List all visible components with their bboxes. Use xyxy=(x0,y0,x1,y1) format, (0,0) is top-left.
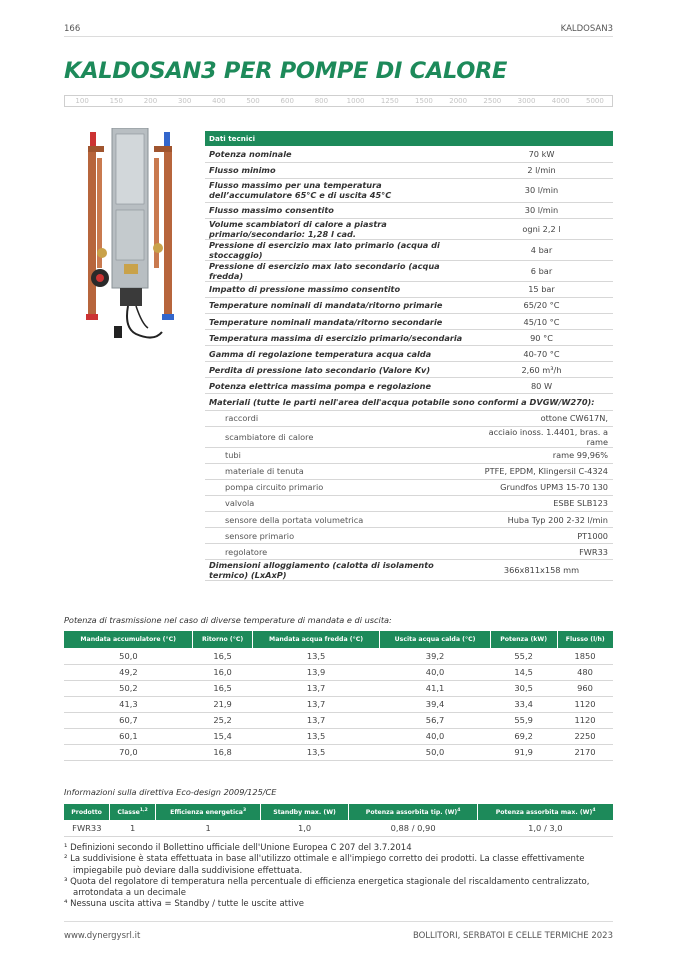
eco-header-text: Potenza assorbita max. (W) xyxy=(495,809,593,817)
dimensions-row xyxy=(205,560,613,581)
scale-tick: 1250 xyxy=(380,97,399,105)
tech-value: 40-70 °C xyxy=(470,346,613,362)
power-column-header: Mandata accumulatore (°C) xyxy=(64,631,193,648)
material-value: PT1000 xyxy=(470,528,613,544)
power-cell: 69,2 xyxy=(490,728,557,744)
power-cell: 50,0 xyxy=(64,648,193,664)
material-value: Grundfos UPM3 15-70 130 xyxy=(470,479,613,495)
tech-value: 30 l/min xyxy=(470,202,613,218)
eco-column-header xyxy=(110,804,156,820)
tech-value: 2 l/min xyxy=(470,162,613,178)
eco-column-header xyxy=(156,804,261,820)
power-cell: 2250 xyxy=(557,728,613,744)
material-label: sensore della portata volumetrica xyxy=(205,512,470,528)
dimensions-value: 366x811x158 mm xyxy=(470,560,613,581)
kaldosan3-product-image xyxy=(84,128,176,350)
power-cell: 41,1 xyxy=(380,680,490,696)
power-header-row xyxy=(64,631,613,648)
scale-tick: 2000 xyxy=(449,97,468,105)
footnote: ³ Quota del regolatore di temperatura nella percentuale di efficienza energetica stagionale del riscaldamento centralizzato, arrotondata a un decimale xyxy=(64,876,590,899)
tech-row xyxy=(205,239,613,260)
power-column-header: Mandata acqua fredda (°C) xyxy=(252,631,379,648)
tech-row xyxy=(205,218,613,239)
material-label: valvola xyxy=(205,495,470,511)
power-cell: 70,0 xyxy=(64,744,193,760)
power-cell: 21,9 xyxy=(193,696,253,712)
tech-label: Gamma di regolazione temperatura acqua calda xyxy=(205,346,470,362)
power-cell: 91,9 xyxy=(490,744,557,760)
dimensions-label: Dimensioni alloggiamento (calotta di isolamento termico) (LxAxP) xyxy=(205,560,470,581)
power-cell: 13,9 xyxy=(252,664,379,680)
tech-label: Flusso massimo per una temperatura dell’accumulatore 65°C e di uscita 45°C xyxy=(205,178,470,202)
tech-header-row xyxy=(205,131,613,146)
tech-label: Volume scambiatori di calore a piastra primario/secondario: 1,28 l cad. xyxy=(205,218,470,239)
power-cell: 41,3 xyxy=(64,696,193,712)
material-value: acciaio inoss. 1.4401, bras. a rame xyxy=(470,426,613,447)
material-row xyxy=(205,479,613,495)
tech-value: 80 W xyxy=(470,378,613,394)
eco-header-text: Prodotto xyxy=(71,808,102,816)
tech-row xyxy=(205,260,613,281)
material-value: PTFE, EPDM, Klingersil C-4324 xyxy=(470,463,613,479)
power-cell: 16,5 xyxy=(193,648,253,664)
tech-data-table xyxy=(205,131,613,581)
page-header xyxy=(64,23,613,37)
scale-tick: 500 xyxy=(246,97,260,105)
tech-row xyxy=(205,362,613,378)
tech-value: 30 l/min xyxy=(470,178,613,202)
power-transmission-table xyxy=(64,631,613,761)
power-cell: 49,2 xyxy=(64,664,193,680)
page-title: KALDOSAN3 PER POMPE DI CALORE xyxy=(64,58,508,84)
tech-row xyxy=(205,313,613,329)
eco-column-header xyxy=(64,804,110,820)
tech-label: Temperatura massima di esercizio primario/secondaria xyxy=(205,330,470,346)
power-cell: 33,4 xyxy=(490,696,557,712)
tech-row xyxy=(205,297,613,313)
power-cell: 30,5 xyxy=(490,680,557,696)
power-column-header: Potenza (kW) xyxy=(490,631,557,648)
footnote: ¹ Definizioni secondo il Bollettino ufficiale dell'Unione Europea C 207 del 3.7.2014 xyxy=(64,843,412,853)
material-row xyxy=(205,528,613,544)
power-cell: 1120 xyxy=(557,712,613,728)
website-link[interactable]: www.dynergysrl.it xyxy=(64,931,141,941)
tech-row xyxy=(205,330,613,346)
footnote: ² La suddivisione è stata effettuata in base all'utilizzo ottimale e all'impiego corretto dei prodotti. La classe effettivamente impiegabile può deviare dalla suddivisione effettuata. xyxy=(64,854,585,876)
power-cell: 16,8 xyxy=(193,744,253,760)
eco-column-header xyxy=(261,804,349,820)
eco-header-footnote: 4 xyxy=(592,807,596,813)
tech-value: 4 bar xyxy=(470,239,613,260)
eco-column-header xyxy=(348,804,477,820)
material-row xyxy=(205,544,613,560)
tech-row xyxy=(205,346,613,362)
eco-cell: 1 xyxy=(110,820,156,836)
power-table-caption: Potenza di trasmissione nel caso di diverse temperature di mandata e di uscita: xyxy=(64,615,392,625)
tech-header: Dati tecnici xyxy=(205,131,613,146)
eco-header-text: Standby max. (W) xyxy=(273,808,336,816)
tech-row xyxy=(205,202,613,218)
tech-value: 6 bar xyxy=(470,260,613,281)
materials-label: Materiali (tutte le parti nell'area dell'acqua potabile sono conformi a DVGW/W270): xyxy=(205,394,613,410)
scale-tick: 4000 xyxy=(551,97,570,105)
power-cell: 55,2 xyxy=(490,648,557,664)
tech-label: Flusso minimo xyxy=(205,162,470,178)
power-column-header: Flusso (l/h) xyxy=(557,631,613,648)
table-row xyxy=(64,744,613,760)
power-cell: 13,5 xyxy=(252,728,379,744)
material-label: tubi xyxy=(205,447,470,463)
power-column-header: Uscita acqua calda (°C) xyxy=(380,631,490,648)
tech-label: Potenza elettrica massima pompa e regolazione xyxy=(205,378,470,394)
material-row xyxy=(205,410,613,426)
eco-cell: 1,0 / 3,0 xyxy=(478,820,613,836)
eco-header-text: Efficienza energetica xyxy=(170,809,243,817)
tech-value: ogni 2,2 l xyxy=(470,218,613,239)
tech-value: 45/10 °C xyxy=(470,313,613,329)
publication-title: BOLLITORI, SERBATOI E CELLE TERMICHE 2023 xyxy=(412,931,613,941)
table-row xyxy=(64,712,613,728)
eco-header-text: Classe xyxy=(117,809,140,817)
tech-row xyxy=(205,162,613,178)
power-cell: 13,5 xyxy=(252,744,379,760)
power-cell: 2170 xyxy=(557,744,613,760)
power-cell: 13,7 xyxy=(252,680,379,696)
scale-tick: 400 xyxy=(212,97,226,105)
table-row xyxy=(64,696,613,712)
power-cell: 16,0 xyxy=(193,664,253,680)
power-cell: 15,4 xyxy=(193,728,253,744)
tech-row xyxy=(205,178,613,202)
material-row xyxy=(205,512,613,528)
table-row xyxy=(64,680,613,696)
page-number: 166 xyxy=(64,24,81,34)
eco-column-header xyxy=(478,804,613,820)
eco-cell: FWR33 xyxy=(64,820,110,836)
tech-label: Pressione di esercizio max lato primario (acqua di stoccaggio) xyxy=(205,239,470,260)
scale-tick: 600 xyxy=(280,97,294,105)
tech-value: 15 bar xyxy=(470,281,613,297)
material-value: rame 99,96% xyxy=(470,447,613,463)
tech-row xyxy=(205,281,613,297)
tech-value: 2,60 m³/h xyxy=(470,362,613,378)
eco-cell: 1 xyxy=(156,820,261,836)
footnote: ⁴ Nessuna uscita attiva = Standby / tutte le uscite attive xyxy=(64,899,304,910)
power-cell: 40,0 xyxy=(380,728,490,744)
tech-value: 70 kW xyxy=(470,146,613,162)
scale-tick: 1000 xyxy=(346,97,365,105)
eco-cell: 0,88 / 0,90 xyxy=(348,820,477,836)
material-label: regolatore xyxy=(205,544,470,560)
power-cell: 60,7 xyxy=(64,712,193,728)
power-cell: 16,5 xyxy=(193,680,253,696)
tech-label: Potenza nominale xyxy=(205,146,470,162)
scale-tick: 200 xyxy=(143,97,158,105)
table-row xyxy=(64,820,613,836)
power-cell: 56,7 xyxy=(380,712,490,728)
power-cell: 50,2 xyxy=(64,680,193,696)
scale-tick: 800 xyxy=(314,97,329,105)
power-cell: 60,1 xyxy=(64,728,193,744)
tech-value: 65/20 °C xyxy=(470,297,613,313)
footnotes xyxy=(64,843,616,911)
scale-tick: 300 xyxy=(177,97,192,105)
power-cell: 40,0 xyxy=(380,664,490,680)
power-cell: 14,5 xyxy=(490,664,557,680)
tech-label: Perdita di pressione lato secondario (Valore Kv) xyxy=(205,362,470,378)
material-row xyxy=(205,495,613,511)
power-cell: 1850 xyxy=(557,648,613,664)
material-label: pompa circuito primario xyxy=(205,479,470,495)
scale-tick: 2500 xyxy=(483,97,502,105)
eco-header-footnote: 4 xyxy=(457,807,461,813)
power-cell: 39,2 xyxy=(380,648,490,664)
tech-value: 90 °C xyxy=(470,330,613,346)
eco-header-footnote: 3 xyxy=(242,807,247,813)
eco-header-footnote: 1,2 xyxy=(139,807,148,813)
power-cell: 13,7 xyxy=(252,712,379,728)
power-cell: 13,7 xyxy=(252,696,379,712)
table-row xyxy=(64,648,613,664)
tech-label: Impatto di pressione massimo consentito xyxy=(205,281,470,297)
eco-table-caption: Informazioni sulla direttiva Eco-design 2009/125/CE xyxy=(64,787,277,797)
tech-label: Pressione di esercizio max lato secondario (acqua fredda) xyxy=(205,260,470,281)
material-value: ESBE SLB123 xyxy=(470,495,613,511)
material-label: scambiatore di calore xyxy=(205,426,470,447)
power-cell: 55,9 xyxy=(490,712,557,728)
tech-label: Temperature nominali di mandata/ritorno primarie xyxy=(205,297,470,313)
eco-header-row xyxy=(64,804,613,820)
power-cell: 1120 xyxy=(557,696,613,712)
power-cell: 960 xyxy=(557,680,613,696)
volume-scale-bar xyxy=(64,95,613,107)
table-row xyxy=(64,728,613,744)
material-label: raccordi xyxy=(205,410,470,426)
material-value: Huba Typ 200 2-32 l/min xyxy=(470,512,613,528)
material-value: FWR33 xyxy=(470,544,613,560)
power-cell: 25,2 xyxy=(193,712,253,728)
table-row xyxy=(64,664,613,680)
page-footer xyxy=(64,921,613,941)
material-row xyxy=(205,447,613,463)
material-row xyxy=(205,463,613,479)
material-row xyxy=(205,426,613,447)
tech-row xyxy=(205,378,613,394)
scale-tick: 5000 xyxy=(585,97,604,105)
eco-design-table xyxy=(64,804,613,837)
tech-label: Flusso massimo consentito xyxy=(205,202,470,218)
scale-tick: 150 xyxy=(109,97,123,105)
materials-row xyxy=(205,394,613,410)
material-label: materiale di tenuta xyxy=(205,463,470,479)
scale-tick: 1500 xyxy=(415,97,433,105)
power-column-header: Ritorno (°C) xyxy=(193,631,253,648)
power-cell: 39,4 xyxy=(380,696,490,712)
eco-header-text: Potenza assorbita tip. (W) xyxy=(365,809,458,817)
tech-label: Temperature nominali mandata/ritorno secondarie xyxy=(205,313,470,329)
tech-row xyxy=(205,146,613,162)
power-cell: 13,5 xyxy=(252,648,379,664)
scale-tick: 100 xyxy=(75,97,89,105)
section-name: KALDOSAN3 xyxy=(560,24,613,34)
power-cell: 50,0 xyxy=(380,744,490,760)
scale-tick: 3000 xyxy=(517,97,536,105)
material-label: sensore primario xyxy=(205,528,470,544)
material-value: ottone CW617N, xyxy=(470,410,613,426)
eco-cell: 1,0 xyxy=(261,820,349,836)
power-cell: 480 xyxy=(557,664,613,680)
